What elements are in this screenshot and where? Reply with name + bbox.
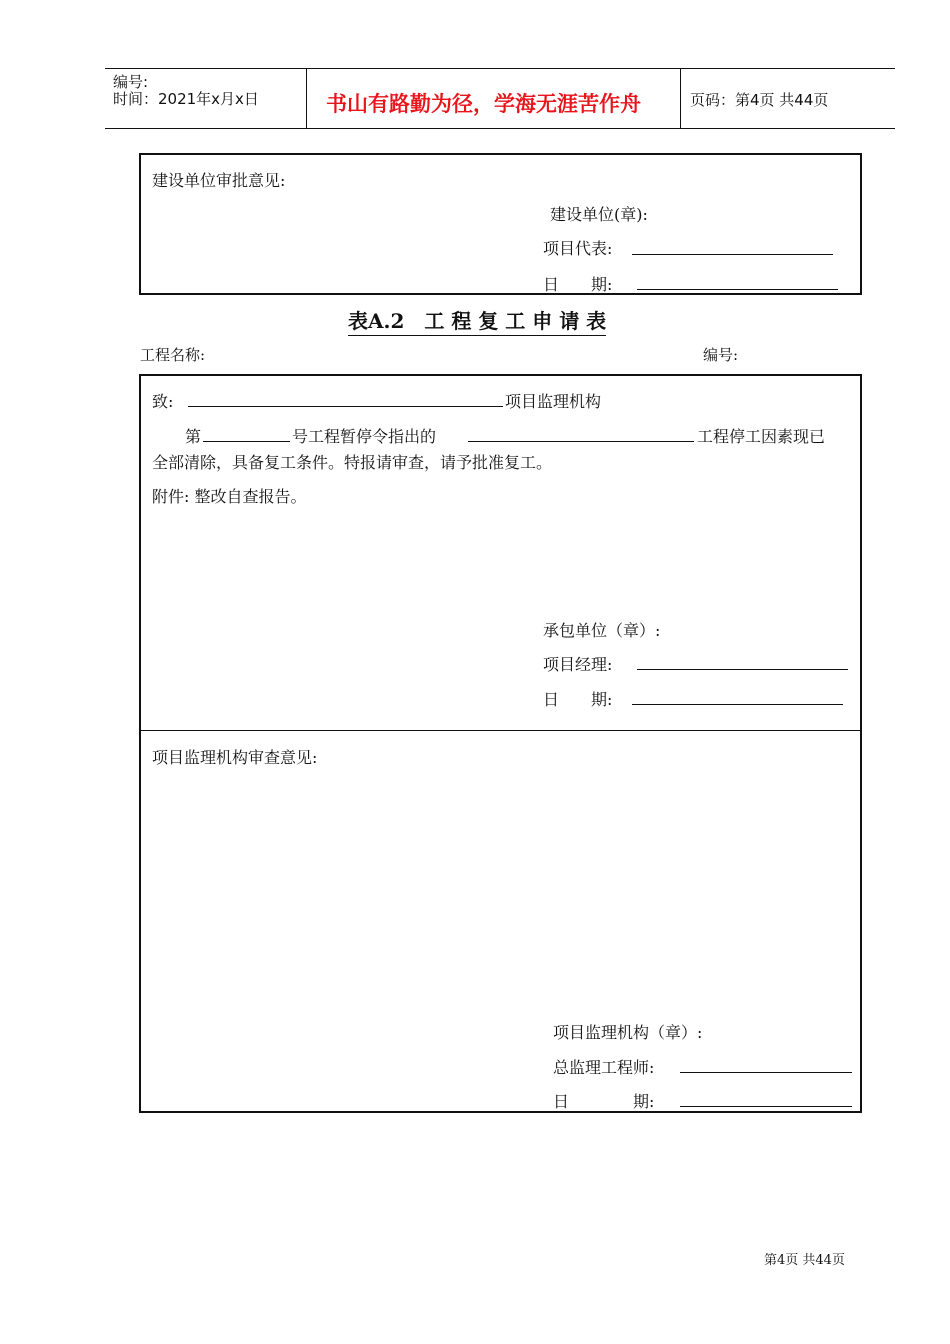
contractor-label: 承包单位（章）: [543, 621, 661, 640]
form-title: 表A.2 工 程 复 工 申 请 表 [348, 305, 606, 336]
project-name-label: 工程名称: [140, 346, 206, 364]
manager-blank [637, 669, 848, 670]
header-bottom-rule [105, 128, 895, 129]
form-number-label: 编号: [703, 346, 739, 364]
header-code-label: 编号: [113, 73, 149, 91]
line1-b: 号工程暂停令指出的 [292, 427, 437, 446]
order-number-blank [203, 441, 290, 442]
header-motto: 书山有路勤为径，学海无涯苦作舟 [326, 92, 641, 116]
attachment-line: 附件: 整改自查报告。 [152, 487, 307, 506]
header-time-label: 时间：2021年x月x日 [113, 90, 259, 108]
review-title: 项目监理机构审查意见: [152, 748, 318, 767]
header-page-info: 页码：第4页 共44页 [690, 91, 829, 109]
footer-page-info: 第4页 共44页 [764, 1253, 845, 1268]
work-blank [468, 441, 694, 442]
header-divider-right [680, 68, 681, 129]
application-date-label: 日 期: [543, 690, 613, 709]
line2: 全部清除，具备复工条件。特报请审查，请予批准复工。 [152, 453, 553, 472]
manager-label: 项目经理: [543, 655, 613, 674]
chief-engineer-blank [680, 1072, 852, 1073]
header-divider-left [306, 68, 307, 129]
line1-a: 第 [185, 427, 202, 446]
to-suffix: 项目监理机构 [505, 392, 602, 411]
approval-date-label: 日 期: [543, 275, 613, 294]
to-blank [188, 406, 503, 407]
approval-title: 建设单位审批意见: [152, 171, 286, 190]
chief-engineer-label: 总监理工程师: [553, 1058, 655, 1077]
approval-rep-label: 项目代表: [543, 239, 613, 258]
approval-unit-label: 建设单位(章): [550, 205, 648, 224]
approval-rep-blank [632, 254, 833, 255]
review-org-label: 项目监理机构（章）: [553, 1023, 703, 1042]
approval-date-blank [637, 289, 838, 290]
application-date-blank [632, 704, 843, 705]
to-prefix: 致: [152, 392, 174, 411]
section-divider [139, 730, 862, 731]
header-top-rule [105, 68, 895, 69]
review-date-label: 日 期: [553, 1092, 655, 1111]
review-date-blank [680, 1106, 852, 1107]
line1-c: 工程停工因素现已 [697, 427, 826, 446]
